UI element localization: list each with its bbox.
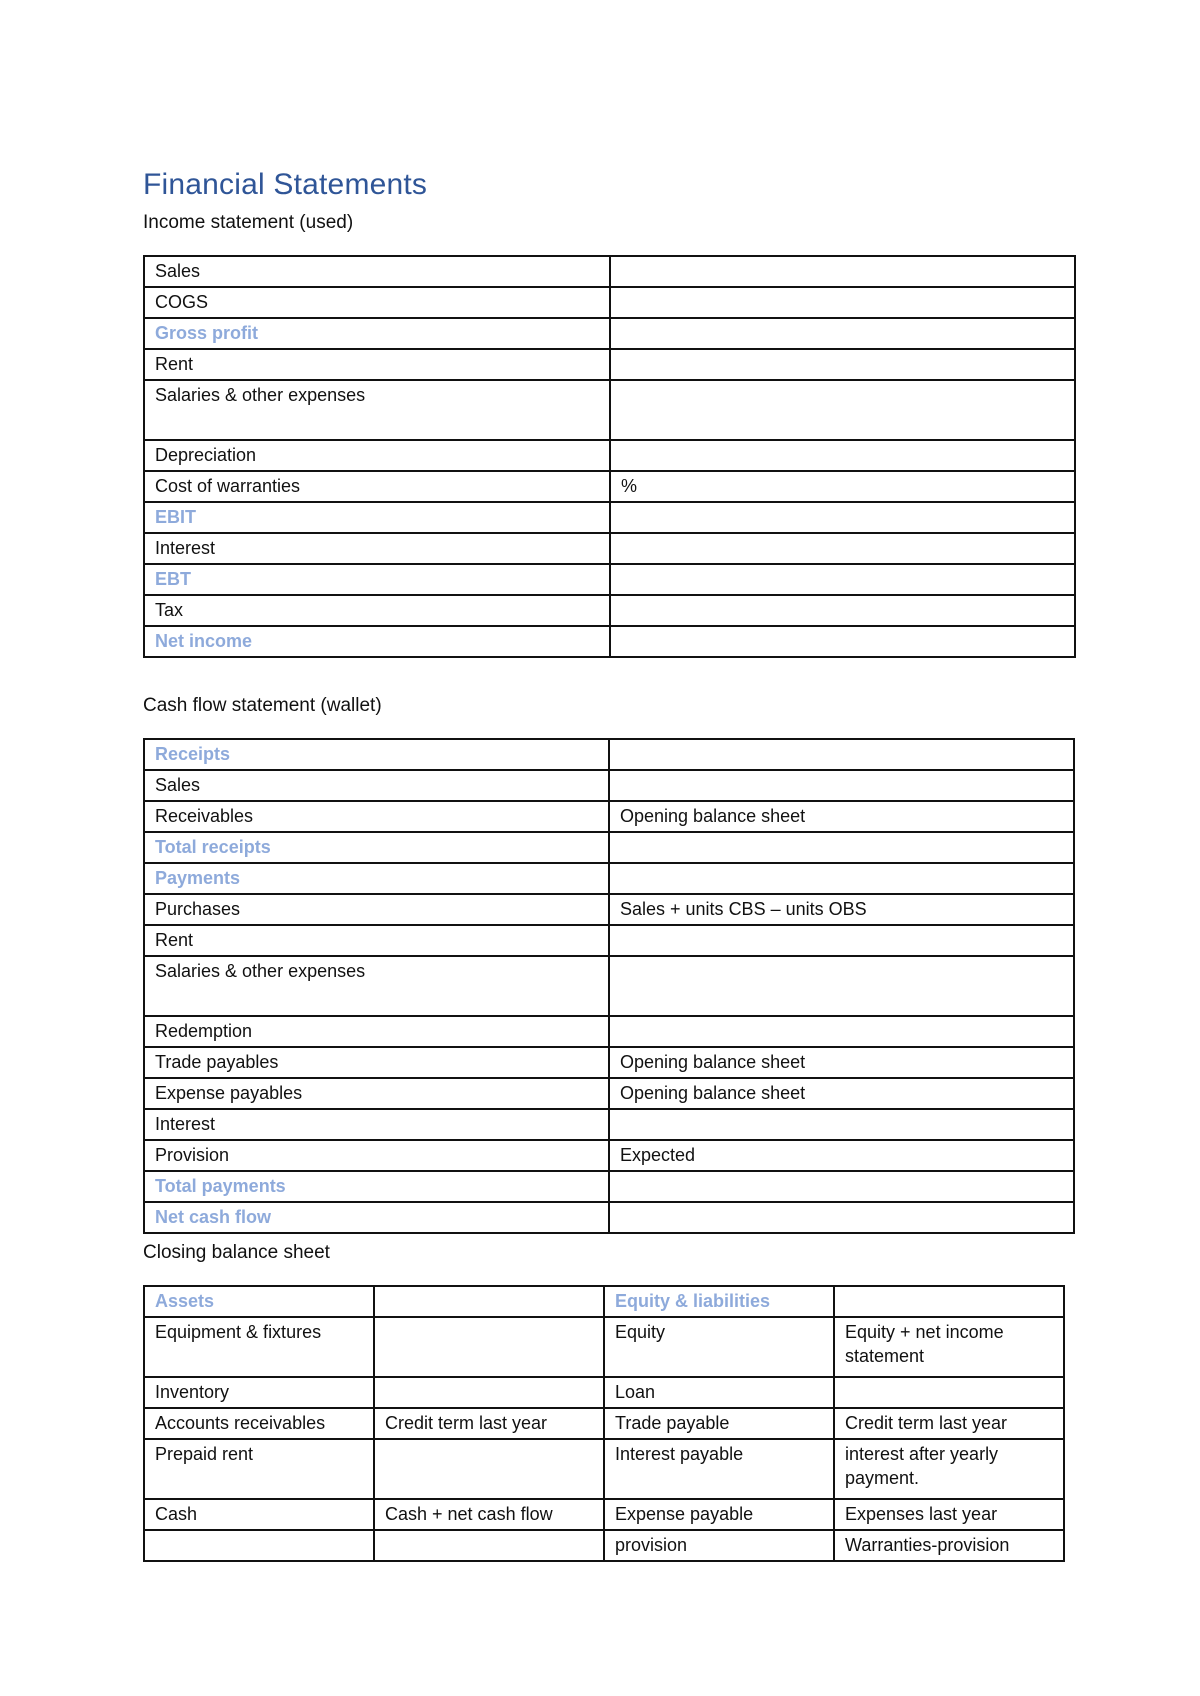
balance-sheet-row [144, 1439, 1064, 1499]
cash-flow-row [144, 739, 1074, 770]
cash-flow-row [144, 894, 1074, 925]
income-statement-label-cell: Gross profit [144, 318, 610, 349]
income-statement-heading: Income statement (used) [143, 212, 354, 233]
cash-flow-value-cell: Opening balance sheet [609, 801, 1074, 832]
cash-flow-label-cell: Salaries & other expenses [144, 956, 609, 1016]
balance-sheet-cell: Trade payable [604, 1408, 834, 1439]
income-statement-row [144, 256, 1075, 287]
income-statement-row [144, 349, 1075, 380]
document-title: Financial Statements [143, 168, 428, 201]
cash-flow-label-cell: Rent [144, 925, 609, 956]
balance-sheet-cell: Assets [144, 1286, 374, 1317]
balance-sheet-cell: Equipment & fixtures [144, 1317, 374, 1377]
cash-flow-value-cell [609, 863, 1074, 894]
income-statement-value-cell [610, 256, 1075, 287]
cash-flow-row [144, 770, 1074, 801]
balance-sheet-cell [374, 1439, 604, 1499]
income-statement-value-cell [610, 502, 1075, 533]
balance-sheet-row [144, 1530, 1064, 1561]
income-statement-value-cell [610, 564, 1075, 595]
income-statement-value-cell [610, 595, 1075, 626]
cash-flow-label-cell: Receipts [144, 739, 609, 770]
income-statement-row [144, 502, 1075, 533]
balance-sheet-cell: Interest payable [604, 1439, 834, 1499]
balance-sheet-row [144, 1377, 1064, 1408]
income-statement-label-cell: Tax [144, 595, 610, 626]
balance-sheet-cell: Cash [144, 1499, 374, 1530]
cash-flow-value-cell: Opening balance sheet [609, 1047, 1074, 1078]
balance-sheet-cell: Credit term last year [374, 1408, 604, 1439]
cash-flow-heading: Cash flow statement (wallet) [143, 695, 382, 716]
balance-sheet-cell: Equity [604, 1317, 834, 1377]
cash-flow-label-cell: Net cash flow [144, 1202, 609, 1233]
balance-sheet-cell [374, 1377, 604, 1408]
cash-flow-row [144, 925, 1074, 956]
income-statement-label-cell: Depreciation [144, 440, 610, 471]
cash-flow-value-cell [609, 1109, 1074, 1140]
balance-sheet-cell: Expense payable [604, 1499, 834, 1530]
cash-flow-table [143, 738, 1075, 1234]
income-statement-value-cell [610, 380, 1075, 440]
income-statement-row [144, 318, 1075, 349]
cash-flow-row [144, 1016, 1074, 1047]
cash-flow-value-cell: Expected [609, 1140, 1074, 1171]
cash-flow-label-cell: Payments [144, 863, 609, 894]
income-statement-label-cell: EBIT [144, 502, 610, 533]
balance-sheet-cell: Credit term last year [834, 1408, 1064, 1439]
income-statement-label-cell: COGS [144, 287, 610, 318]
income-statement-value-cell: % [610, 471, 1075, 502]
cash-flow-row [144, 832, 1074, 863]
income-statement-label-cell: Salaries & other expenses [144, 380, 610, 440]
income-statement-value-cell [610, 287, 1075, 318]
cash-flow-value-cell [609, 1016, 1074, 1047]
income-statement-row [144, 440, 1075, 471]
income-statement-row [144, 287, 1075, 318]
cash-flow-value-cell: Sales + units CBS – units OBS [609, 894, 1074, 925]
balance-sheet-cell [374, 1317, 604, 1377]
balance-sheet-cell: Warranties-provision [834, 1530, 1064, 1561]
income-statement-row [144, 533, 1075, 564]
cash-flow-label-cell: Expense payables [144, 1078, 609, 1109]
balance-sheet-cell: Equity & liabilities [604, 1286, 834, 1317]
cash-flow-row [144, 956, 1074, 1016]
cash-flow-row [144, 1109, 1074, 1140]
balance-sheet-table [143, 1285, 1065, 1562]
cash-flow-row [144, 1078, 1074, 1109]
cash-flow-label-cell: Receivables [144, 801, 609, 832]
cash-flow-label-cell: Purchases [144, 894, 609, 925]
cash-flow-value-cell [609, 956, 1074, 1016]
cash-flow-label-cell: Trade payables [144, 1047, 609, 1078]
cash-flow-value-cell: Opening balance sheet [609, 1078, 1074, 1109]
income-statement-row [144, 380, 1075, 440]
cash-flow-label-cell: Provision [144, 1140, 609, 1171]
balance-sheet-cell: Inventory [144, 1377, 374, 1408]
cash-flow-row [144, 863, 1074, 894]
income-statement-row [144, 564, 1075, 595]
income-statement-value-cell [610, 626, 1075, 657]
balance-sheet-cell [834, 1377, 1064, 1408]
income-statement-row [144, 471, 1075, 502]
balance-sheet-cell: Prepaid rent [144, 1439, 374, 1499]
income-statement-value-cell [610, 533, 1075, 564]
cash-flow-row [144, 1202, 1074, 1233]
balance-sheet-row [144, 1286, 1064, 1317]
balance-sheet-cell: Cash + net cash flow [374, 1499, 604, 1530]
income-statement-label-cell: EBT [144, 564, 610, 595]
balance-sheet-cell: Loan [604, 1377, 834, 1408]
balance-sheet-row [144, 1499, 1064, 1530]
cash-flow-label-cell: Total receipts [144, 832, 609, 863]
cash-flow-value-cell [609, 1171, 1074, 1202]
balance-sheet-row [144, 1408, 1064, 1439]
balance-sheet-cell [374, 1286, 604, 1317]
balance-sheet-heading: Closing balance sheet [143, 1242, 330, 1263]
cash-flow-value-cell [609, 925, 1074, 956]
income-statement-table [143, 255, 1076, 658]
cash-flow-value-cell [609, 739, 1074, 770]
balance-sheet-cell [834, 1286, 1064, 1317]
cash-flow-row [144, 1171, 1074, 1202]
cash-flow-value-cell [609, 1202, 1074, 1233]
cash-flow-row [144, 1047, 1074, 1078]
balance-sheet-cell [144, 1530, 374, 1561]
cash-flow-label-cell: Redemption [144, 1016, 609, 1047]
income-statement-label-cell: Interest [144, 533, 610, 564]
cash-flow-value-cell [609, 770, 1074, 801]
income-statement-row [144, 626, 1075, 657]
balance-sheet-cell [374, 1530, 604, 1561]
cash-flow-label-cell: Total payments [144, 1171, 609, 1202]
income-statement-value-cell [610, 318, 1075, 349]
income-statement-label-cell: Sales [144, 256, 610, 287]
balance-sheet-cell: provision [604, 1530, 834, 1561]
cash-flow-label-cell: Sales [144, 770, 609, 801]
balance-sheet-row [144, 1317, 1064, 1377]
income-statement-label-cell: Net income [144, 626, 610, 657]
cash-flow-label-cell: Interest [144, 1109, 609, 1140]
cash-flow-row [144, 1140, 1074, 1171]
cash-flow-value-cell [609, 832, 1074, 863]
cash-flow-row [144, 801, 1074, 832]
income-statement-value-cell [610, 349, 1075, 380]
balance-sheet-cell: Accounts receivables [144, 1408, 374, 1439]
income-statement-label-cell: Cost of warranties [144, 471, 610, 502]
balance-sheet-cell: Expenses last year [834, 1499, 1064, 1530]
income-statement-value-cell [610, 440, 1075, 471]
balance-sheet-cell: Equity + net income statement [834, 1317, 1064, 1377]
income-statement-row [144, 595, 1075, 626]
income-statement-label-cell: Rent [144, 349, 610, 380]
balance-sheet-cell: interest after yearly payment. [834, 1439, 1064, 1499]
